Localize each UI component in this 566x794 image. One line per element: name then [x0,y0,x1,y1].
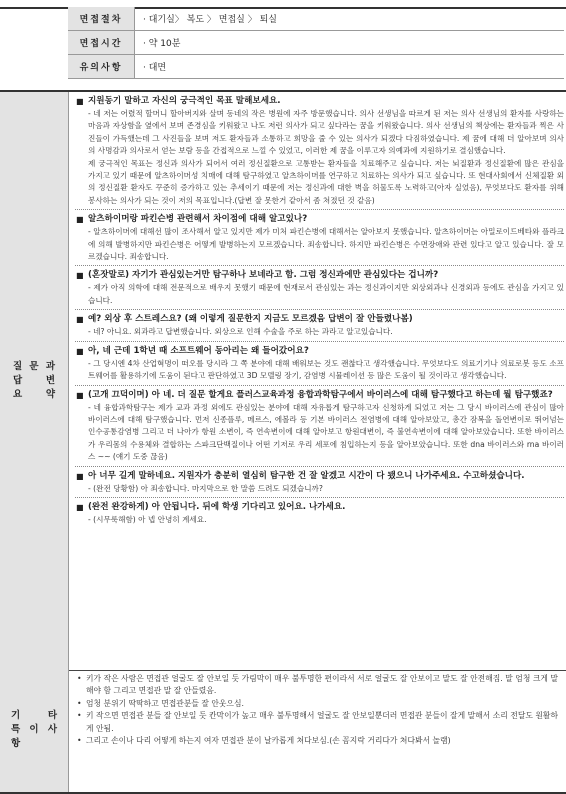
question: ■ (고개 끄덕이며) 아 네. 더 질문 할게요 플러스교육과정 융합과학탐구에서 바이러스에 대해 탐구했다고 하는데 뭘 탐구했죠? [75,389,564,402]
answer: - (완전 당황함) 아 죄송합니다. 마지막으로 한 말씀 드려도 되겠습니까? [88,483,323,493]
qa-label-line: 질 문 과 [13,361,55,372]
etc-content [75,673,558,747]
question: ■ 예? 외상 후 스트레스요? (왜 이렇게 질문한지 지금도 모르겠음 답변이 잘 안들렸나봄) [75,313,564,326]
etc-bullet: • 그리고 손이나 다리 어떻게 하는지 여자 면접관 분이 날카롭게 쳐다보심.(손 꼼지락 거리다가 쳐다봐서 놀램) [75,735,558,747]
info-row-procedure [68,7,564,31]
divider [75,497,564,498]
question: ■ (혼잣말로) 자기가 관심있는거만 탐구하나 보네라고 함. 그럼 정신과에만 관심있다는 겁니까? [75,269,564,282]
qa-content [69,92,564,526]
qa-section [0,90,566,671]
etc-bullet: • 키 작으면 면접관 분들 잘 안보일 듯 칸막이가 높고 매우 불투명해서 얼굴도 잘 안보일뿐더러 면접관 분들이 잘게 말해서 소리 전달도 원활하게 안됨. [75,710,558,735]
divider [75,309,564,310]
question: ■ (완전 완강하게) 아 안됩니다. 뒤에 학생 기다리고 있어요. 나가세요. [75,501,564,514]
info-label: 면접절차 [68,7,135,31]
info-label: 면접시간 [68,31,135,55]
etc-label-line: 특 이 사 항 [11,724,57,749]
divider [75,341,564,342]
question: ■ 아 너무 길게 말하네요. 지원자가 충분히 열심히 탐구한 건 잘 알겠고 시간이 다 됐으니 나가주세요. 수고하셨습니다. [75,470,564,483]
qa-section-label [0,92,69,670]
answer: - 제가 아직 의학에 대해 전문적으로 배우지 못했기 때문에 현재로서 관심있는 과는 정신과이지만 외상외과나 신경외과 등에도 관심을 가지고 있습니다. [88,283,564,305]
question: ■ 아, 네 근데 1학년 때 소프트웨어 동아리는 왜 들어갔어요? [75,345,564,358]
info-value: · 대기실〉 복도 〉 면접실 〉 퇴실 [135,7,565,31]
info-value: · 약 10분 [135,31,565,55]
answer: 제 궁극적인 목표는 정신과 의사가 되어서 여러 정신질환으로 고통받는 환자들을 치료해주고 싶습니다. 저는 뇌질환과 정신질환에 많은 관심을 가지고 있기 때문에 알츠하이머성 치매에 대해 탐구하였고 알츠하이머를 연구하고 치료하는 의사가 되고 싶습니다. 또 현대사회에서 신체질환 외의 정신질환 환자도 꾸준히 증가하고 있는 추세이기 때문에 저는 정신과에 대한 벽을 허물도록 노력하고(아자 실었음), 무엇보다도 환자를 위해 봉사하는 의사가 되는 것이 저의 목표입니다.(답변 잘 못한거 같아서 좀 쳐졌던 것 같음) [88,158,564,205]
question: ■ 지원동기 말하고 자신의 궁극적인 목표 말해보세요. [75,95,564,108]
answer: - 알츠하이머에 대해선 많이 조사해서 알고 있지만 제가 미처 파킨슨병에 대해서는 알아보지 못했습니다. 알츠하이머는 아밀로이드베타와 플라크에 의해 발병하지만 파킨슨병은 어떻게 발병하는지 모르겠습니다. 죄송합니다. 하지만 파킨슨병은 수면장애와 관련 있다고 알고 있습니다. 잘 모르겠습니다. 죄송합니다. [88,227,564,262]
info-row-notes [68,55,564,79]
info-value: · 대면 [135,55,565,79]
etc-section [0,668,566,794]
answer: - 네 저는 어렸적 할머니 할아버지와 살며 동네의 작은 병원에 자주 방문했습니다. 의사 선생님을 따르게 된 저는 의사 선생님의 환자를 사랑하는 마음과 자상함을 옆에서 보며 존경심을 키워왔고 나도 저런 의사가 되고 싶다라는 꿈을 키워왔습니다. 의사 선생님의 책상에는 환자들과 찍은 사진들이 가득했는데 그 사진들을 보며 저도 환자들과 소통하고 희망을 줄 수 있는 의사가 되겠다 다짐하였습니다. 제 꿈에 대해 더 알아보며 의사의 사명감과 의사로서 얻는 보람 등을 간접적으로 느낄 수 있었고, 이러한 제 꿈을 이루고자 의예과에 지원하기로 결심했습니다. [88,109,564,156]
etc-section-label [0,668,69,792]
answer: - 네? 아니요. 외과라고 답변했습니다. 외상으로 인해 수술을 주로 하는 과라고 알고있습니다. [88,327,393,337]
qa-label-line: 답 변 [13,375,55,386]
divider [75,209,564,210]
answer: - (시무룩해함) 아 넵 안녕히 계세요. [88,514,207,524]
divider [75,466,564,467]
answer: - 그 당시엔 4차 산업혁명이 떠오를 당시라 그 쪽 분야에 대해 배워보는 것도 괜찮다고 생각했습니다. 무엇보다도 의료기기나 의료로봇 등도 소프트웨어를 활용하기에 도움이 된다고 판단하였고 3D 모델링 장기, 감염병 시뮬레이션 등 많은 도움이 될 것이라고 생각했습니다. [88,358,565,381]
info-row-duration [68,31,564,55]
divider [75,385,564,386]
info-label: 유의사항 [68,55,135,79]
qa-label-line: 요 약 [13,389,55,400]
answer: - 네 융합과학탐구는 제가 교과 과정 외에도 관심있는 분야에 대해 자유롭게 탐구하고자 신청하게 되었고 저는 그 당시 바이러스에 관심이 많아 바이러스에 대해 탐구했습니다. 먼저 신종플루, 메르스, 에볼라 등 기본 바이러스 전염병에 대해 알아보았고, 총간 잠복을 돌연변이로 뛰어넘는 인수공통감염병 그리고 더 나아가 항원 소변이, 즉 연속변이에 대해 알아보고 항원대변이, 즉 불연속변이에 대해 알아보았습니다. 또한 바이러스가 우리몸의 수용체와 결합하는 스파크단백질이나 어떤 기저로 우리 세포에 침입하는지 등을 알아보았습니다. 또한 dna 바이러스와 rna 바이러스 ~~ (얘기 도중 끊음) [88,402,564,462]
divider [75,265,564,266]
interview-info-table [68,7,564,79]
etc-bullet: • 키가 작은 사람은 면접관 얼굴도 잘 안보일 듯 가림막이 매우 불투명한 편이라서 서로 얼굴도 잘 안보이고 말도 잘 안전해짐. 말 엄청 크게 말해야 함 그리고 면접관 말 잘 안들렸음. [75,673,558,698]
etc-bullet: • 엄청 분위기 딱딱하고 면접관분들 잘 안웃으심. [75,698,558,710]
question: ■ 알츠하이머랑 파킨슨병 관련해서 차이점에 대해 알고있나? [75,213,564,226]
etc-label-line: 기 타 [11,710,57,721]
